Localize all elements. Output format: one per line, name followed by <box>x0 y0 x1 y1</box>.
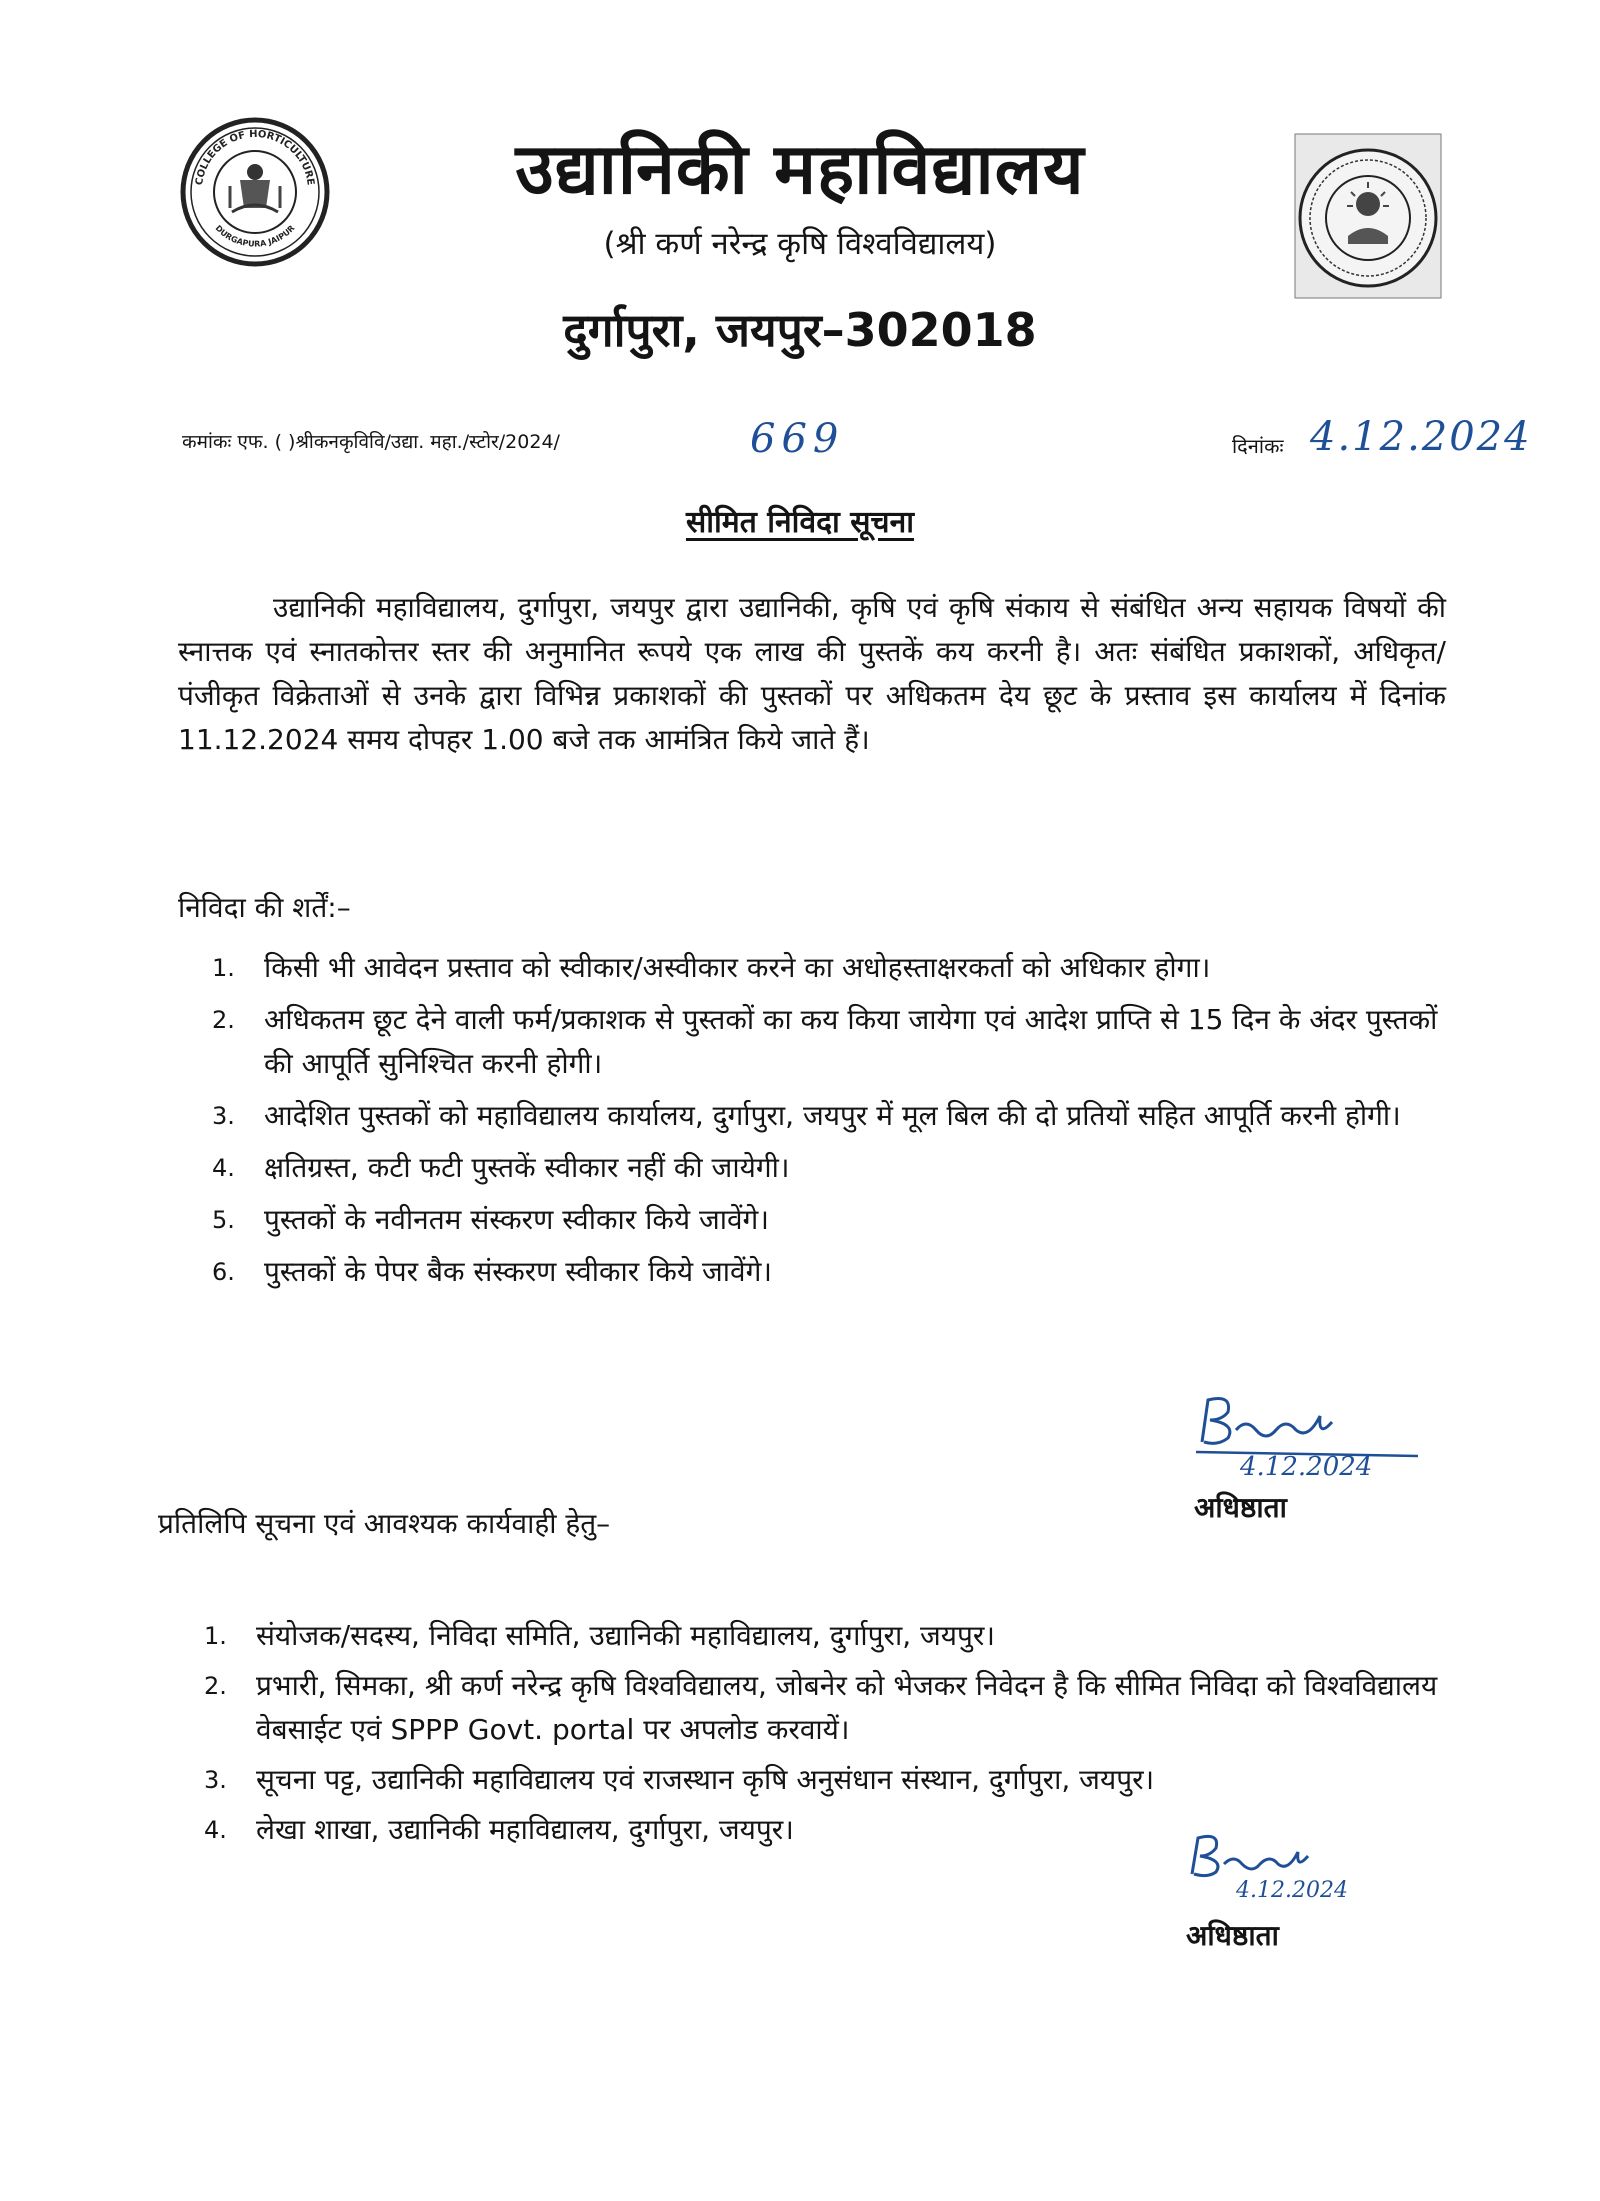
copy-to-number: 2. <box>204 1672 227 1700</box>
copy-to-text: प्रभारी, सिमका, श्री कर्ण नरेन्द्र कृषि विश्वविद्यालय, जोबनेर को भेजकर निवेदन है कि सीमित निविदा को विश्वविद्यालय वेबसाईट एवं SPPP Govt. portal पर अपलोड करवायें। <box>256 1669 1438 1746</box>
signature-1-designation: अधिष्ठाता <box>1194 1491 1287 1524</box>
condition-number: 4. <box>212 1154 235 1182</box>
copy-to-item <box>204 1758 1464 1802</box>
condition-item <box>212 998 1442 1086</box>
condition-number: 2. <box>212 1006 235 1034</box>
condition-item <box>212 1198 1442 1242</box>
copy-to-text: लेखा शाखा, उद्यानिकी महाविद्यालय, दुर्गापुरा, जयपुर। <box>256 1813 794 1846</box>
conditions-heading: निविदा की शर्तें:– <box>178 891 351 924</box>
university-subtitle: (श्री कर्ण नरेन्द्र कृषि विश्वविद्यालय) <box>603 226 997 262</box>
notice-title <box>300 500 1300 541</box>
condition-number: 6. <box>212 1258 235 1286</box>
college-name-title: उद्यानिकी महाविद्यालय <box>515 128 1085 210</box>
condition-item <box>212 1094 1442 1138</box>
copy-to-text: संयोजक/सदस्य, निविदा समिति, उद्यानिकी महाविद्यालय, दुर्गापुरा, जयपुर। <box>256 1619 995 1652</box>
condition-text: पुस्तकों के पेपर बैक संस्करण स्वीकार किये जावेंगे। <box>264 1255 772 1288</box>
condition-number: 5. <box>212 1206 235 1234</box>
copy-to-number: 3. <box>204 1766 227 1794</box>
signature-1-date: 4.12.2024 <box>1240 1452 1373 1482</box>
reference-number-label: कमांकः एफ. ( )श्रीकनकृविवि/उद्या. महा./स्टोर/2024/ <box>182 431 560 453</box>
condition-number: 1. <box>212 954 235 982</box>
signature-2-designation: अधिष्ठाता <box>1186 1919 1279 1952</box>
svg-text:DURGAPURA JAIPUR <box>214 224 297 249</box>
date-label: दिनांकः <box>1232 434 1284 458</box>
college-address: दुर्गापुरा, जयपुर–302018 <box>563 303 1037 357</box>
copy-to-number: 4. <box>204 1816 227 1844</box>
seal-text-bottom: DURGAPURA JAIPUR <box>213 223 297 249</box>
condition-text: पुस्तकों के नवीनतम संस्करण स्वीकार किये जावेंगे। <box>264 1203 769 1236</box>
condition-number: 3. <box>212 1102 235 1130</box>
copy-to-item <box>204 1614 1464 1658</box>
condition-text: क्षतिग्रस्त, कटी फटी पुस्तकें स्वीकार नहीं की जायेगी। <box>264 1151 790 1184</box>
condition-text: आदेशित पुस्तकों को महाविद्यालय कार्यालय, दुर्गापुरा, जयपुर में मूल बिल की दो प्रतियों सहित आपूर्ति करनी होगी। <box>264 1099 1401 1132</box>
seal-text-top: COLLEGE OF HORTICULTURE <box>194 128 316 186</box>
notice-title-text: सीमित निविदा सूचना <box>685 505 915 540</box>
condition-text: किसी भी आवेदन प्रस्ताव को स्वीकार/अस्वीकार करने का अधोहस्ताक्षरकर्ता को अधिकार होगा। <box>264 951 1211 984</box>
copy-to-list <box>204 1614 1464 1858</box>
copy-to-heading: प्रतिलिपि सूचना एवं आवश्यक कार्यवाही हेतु– <box>158 1507 611 1540</box>
notice-body: उद्यानिकी महाविद्यालय, दुर्गापुरा, जयपुर द्वारा उद्यानिकी, कृषि एवं कृषि संकाय से संबंधित अन्य सहायक विषयों की स्नात्तक एवं स्नातकोत्तर स्तर की अनुमानित रूपये एक लाख की पुस्तकें कय करनी है। अतः संबंधित प्रकाशकों, अधिकृत/पंजीकृत विक्रेताओं से उनके द्वारा विभिन्न प्रकाशकों की पुस्तकों पर अधिकतम देय छूट के प्रस्ताव इस कार्यालय में दिनांक 11.12.2024 समय दोपहर 1.00 बजे तक आमंत्रित किये जाते हैं। <box>178 591 1446 756</box>
copy-to-text: सूचना पट्ट, उद्यानिकी महाविद्यालय एवं राजस्थान कृषि अनुसंधान संस्थान, दुर्गापुरा, जयपुर। <box>256 1763 1155 1796</box>
conditions-list <box>212 946 1442 1302</box>
signature-2-date: 4.12.2024 <box>1236 1878 1348 1903</box>
condition-item <box>212 946 1442 990</box>
condition-text: अधिकतम छूट देने वाली फर्म/प्रकाशक से पुस्तकों का कय किया जायेगा एवं आदेश प्राप्ति से 15 दिन के अंदर पुस्तकों की आपूर्ति सुनिश्चित करनी होगी। <box>264 1003 1438 1080</box>
condition-item <box>212 1250 1442 1294</box>
university-seal-icon <box>1293 132 1443 300</box>
copy-to-item <box>204 1664 1464 1752</box>
copy-to-number: 1. <box>204 1622 227 1650</box>
condition-item <box>212 1146 1442 1190</box>
signature-1-scribble <box>1188 1390 1428 1460</box>
handwritten-reference-number: 669 <box>750 416 845 462</box>
handwritten-date: 4.12.2024 <box>1310 414 1532 460</box>
